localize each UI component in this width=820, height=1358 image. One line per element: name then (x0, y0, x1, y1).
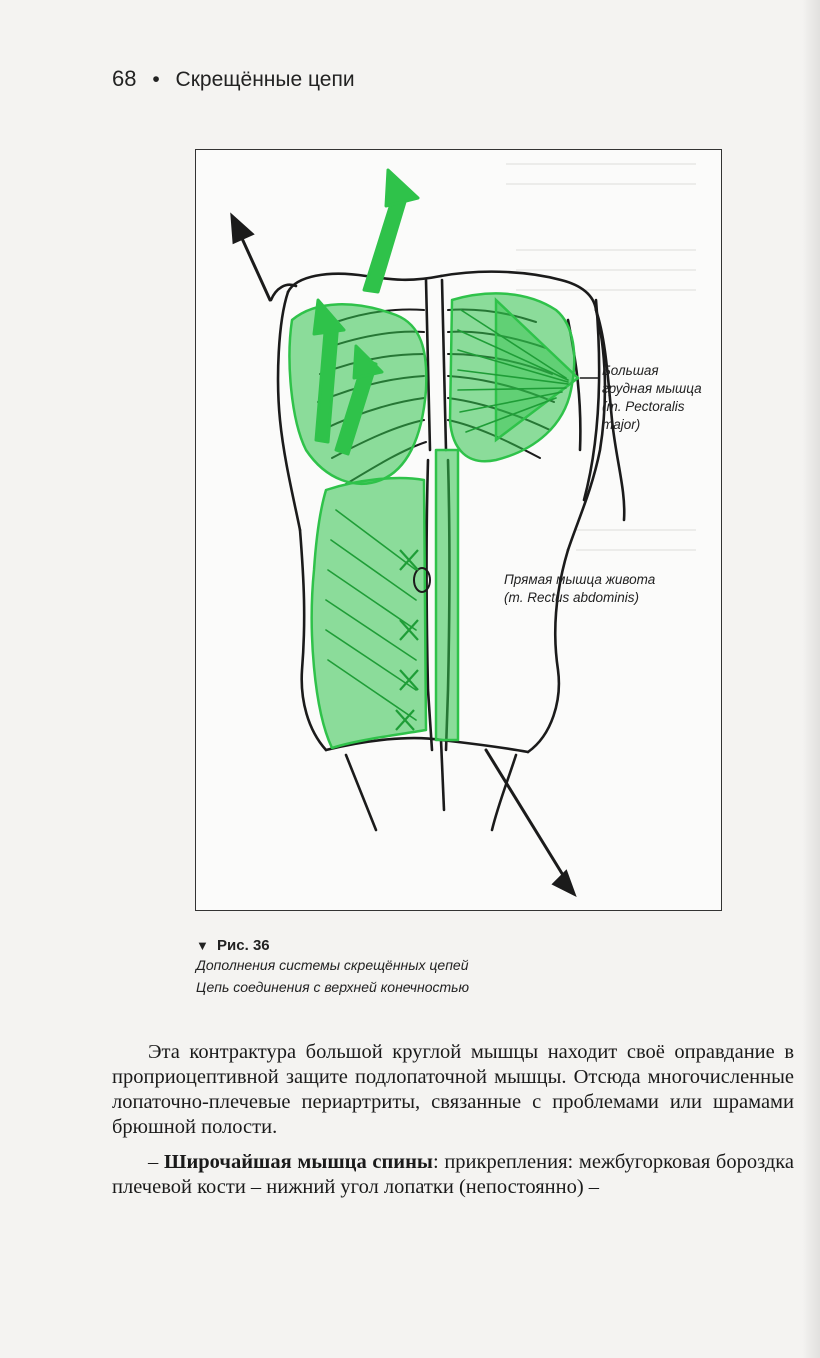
label-rectus-abdominis: Прямая мышца живота (m. Rectus abdominis) (504, 572, 656, 605)
paragraph-1: Эта контрактура большой круглой мышцы находит своё оправдание в проприоцептивной защите подлопаточной мышцы. Отсюда многочисленные лопаточно-плечевые периартриты, связанные с проблемами или шрамами брюшной полости. (112, 1041, 794, 1138)
term-latissimus: Широчайшая мышца спины (163, 1151, 433, 1173)
caption-line-1: Дополнения системы скрещённых цепей (196, 957, 469, 973)
figure-frame (195, 149, 722, 911)
page-number: 68 (112, 66, 137, 91)
anatomy-illustration (196, 150, 720, 909)
body-text (112, 1040, 794, 1200)
chapter-title: Скрещённые цепи (175, 68, 355, 91)
figure-caption (196, 937, 469, 998)
running-header (112, 66, 355, 92)
label-pectoralis-major: Большая грудная мышца (m. Pectoralis major) (602, 363, 702, 432)
caption-title: ▼ Рис. 36 (196, 937, 270, 954)
caption-marker-icon: ▼ (196, 938, 209, 953)
page-edge-shadow (802, 0, 820, 1358)
caption-line-2: Цепь соединения с верхней конечностью (196, 979, 470, 995)
paragraph-2: – Широчайшая мышца спины: прикрепления: межбугорковая бороздка плечевой кости – нижний угол лопатки (непостоянно) – (112, 1151, 795, 1198)
header-separator: • (152, 68, 160, 91)
